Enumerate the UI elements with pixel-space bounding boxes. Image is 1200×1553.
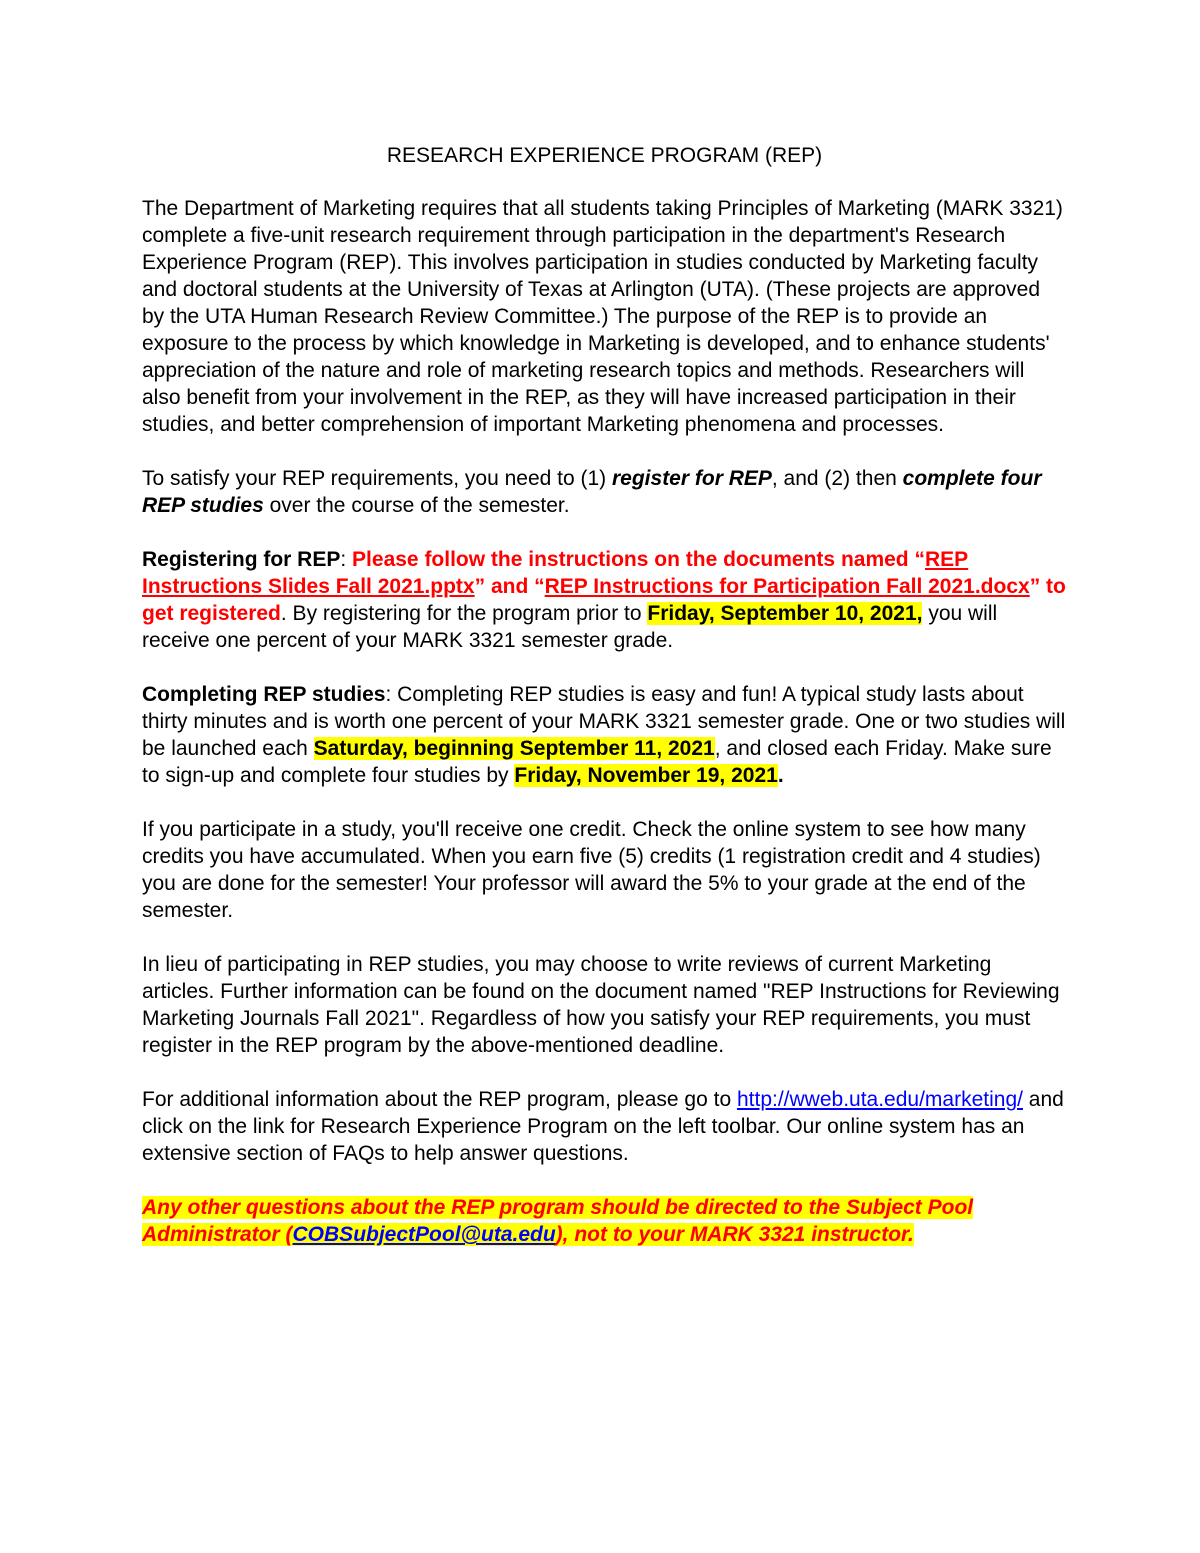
register-for-rep-emphasis: register for REP [612, 467, 772, 490]
additional-info-paragraph [142, 1086, 1067, 1167]
registration-deadline: Friday, September 10, 2021, [647, 602, 923, 625]
complete-studies-emphasis: complete four REP studies [142, 467, 1042, 517]
quote-open: “ [914, 548, 925, 571]
registering-text-2: you will receive one percent of your MARK 3321 semester grade. [142, 602, 998, 652]
completing-text-3: . [777, 764, 784, 787]
contact-text-2: ), not to your MARK 3321 instructor. [555, 1223, 914, 1246]
slides-document-link[interactable]: REP Instructions Slides Fall 2021.pptx [142, 548, 969, 598]
completing-heading: Completing REP studies [142, 683, 386, 706]
registering-heading: Registering for REP [142, 548, 341, 571]
intro-paragraph: The Department of Marketing requires that all students taking Principles of Marketing (MARK 3321) complete a five-unit research requirement through participation in the department's Research Experience Program (REP). This involves participation in studies conducted by Marketing faculty and doctoral students at the University of Texas at Arlington (UTA). (These projects are approved by the UTA Human Research Review Committee.) The purpose of the REP is to provide an exposure to the process by which knowledge in Marketing is developed, and to enhance students' appreciation of the nature and role of marketing research topics and methods. Researchers will also benefit from your involvement in the REP, as they will have increased participation in their studies, and better comprehension of important Marketing phenomena and processes. [142, 197, 1063, 436]
registering-instructions: Please follow the instructions on the documents named [352, 548, 915, 571]
additional-text-1: For additional information about the REP program, please go to [142, 1088, 737, 1111]
registering-paragraph [142, 546, 1067, 654]
quote-and: ” and “ [474, 575, 545, 598]
marketing-website-link[interactable]: http://wweb.uta.edu/marketing/ [736, 1088, 1023, 1111]
satisfy-text-1: To satisfy your REP requirements, you need to (1) [142, 467, 612, 490]
registering-text-1: . By registering for the program prior to [280, 602, 648, 625]
registering-colon: : [340, 548, 353, 571]
completing-paragraph [142, 681, 1067, 789]
study-launch-date: Saturday, beginning September 11, 2021 [313, 737, 715, 760]
completing-text-1: : Completing REP studies is easy and fun! A typical study lasts about thirty minutes and is worth one percent of your MARK 3321 semester grade. One or two studies will be launched each [142, 683, 1066, 760]
completing-text-2: , and closed each Friday. Make sure to sign-up and complete four studies by [142, 737, 1052, 787]
document-page [142, 142, 1067, 1275]
contact-notice [142, 1194, 1067, 1248]
participation-document-link[interactable]: REP Instructions for Participation Fall 2021.docx [544, 575, 1030, 598]
credits-paragraph: If you participate in a study, you'll receive one credit. Check the online system to see how many credits you have accumulated. When you earn five (5) credits (1 registration credit and 4 studies) you are done for the semester! Your professor will award the 5% to your grade at the end of the semester. [142, 818, 1041, 922]
subject-pool-email-link[interactable]: COBSubjectPool@uta.edu [292, 1223, 556, 1246]
satisfy-text-3: over the course of the semester. [263, 494, 570, 517]
satisfy-text-2: , and (2) then [771, 467, 903, 490]
page-title: RESEARCH EXPERIENCE PROGRAM (REP) [386, 144, 823, 167]
reviews-paragraph: In lieu of participating in REP studies, you may choose to write reviews of current Marketing articles. Further information can be found on the document named "REP Instructions for Reviewing Marketing Journals Fall 2021". Regardless of how you satisfy your REP requirements, you must register in the REP program by the above-mentioned deadline. [142, 953, 1060, 1057]
studies-deadline: Friday, November 19, 2021 [514, 764, 778, 787]
registered-text: ” to get registered [142, 575, 1066, 625]
additional-text-2: and click on the link for Research Experience Program on the left toolbar. Our online system has an extensive section of FAQs to help answer questions. [142, 1088, 1064, 1165]
satisfy-paragraph [142, 465, 1067, 519]
contact-text-1: Any other questions about the REP program should be directed to the Subject Pool Administrator ( [142, 1196, 974, 1246]
